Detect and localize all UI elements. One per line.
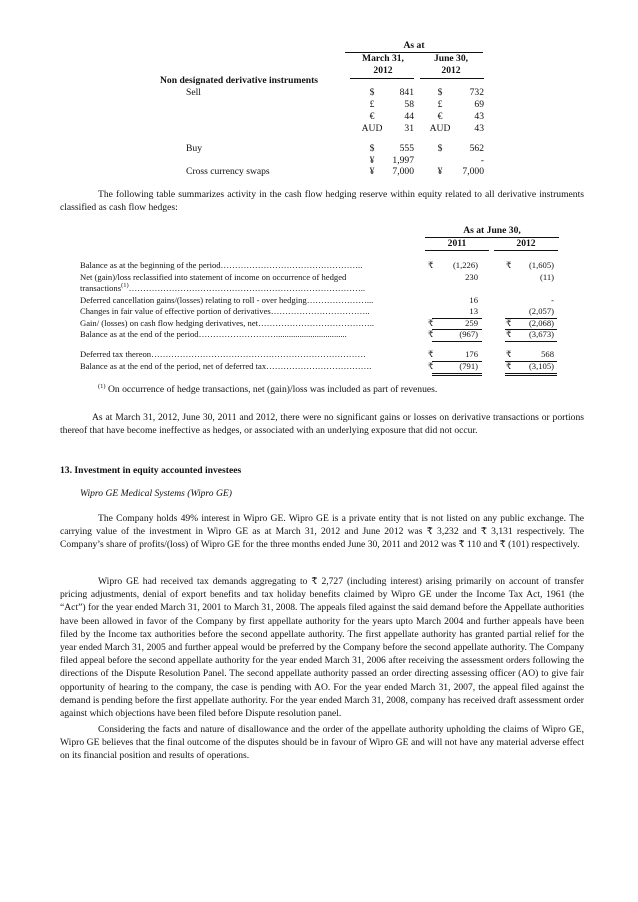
table2-cell-value: (791) (459, 361, 478, 371)
table2-cell-value: (967) (459, 329, 478, 339)
table2-row-label: Deferred tax thereon………………………………………………………………… (80, 349, 366, 359)
table1-cell-value: 732 (469, 87, 484, 98)
table1-row-label: Sell (186, 87, 201, 98)
table2-total-rule (432, 373, 482, 374)
table1-cell-value: 7,000 (462, 166, 484, 177)
section13-paragraph-3: Considering the facts and nature of disallowance and the order of the appellate authority upholding the claims of Wipro GE, Wipro GE believes that the final outcome of the disputes should be in favour of Wipro GE and will not have any material adverse effect on its financial position and results of operations. (60, 724, 584, 762)
table1-header-as-at: As at (403, 40, 425, 51)
table2-total-double-rule (505, 375, 557, 376)
rupee-icon: ₹ (506, 318, 512, 328)
table1-cell-currency: £ (369, 99, 375, 110)
table1-cell-currency: ¥ (437, 166, 443, 177)
table2-cell-value: (1,605) (528, 260, 554, 270)
table2-cell-value: 13 (469, 306, 478, 316)
table2-cell-value: 230 (465, 272, 478, 282)
footnote-text: On occurrence of hedge transactions, net (gain)/loss was included as part of revenues. (108, 384, 438, 395)
table1-cell-value: - (480, 155, 484, 166)
section13-heading: 13. Investment in equity accounted investees (60, 465, 242, 476)
table2-cell-value: 568 (541, 349, 554, 359)
table2-cell-value: (1,226) (452, 260, 478, 270)
table1-cell-currency: ¥ (369, 166, 375, 177)
table1-cell-value: 43 (474, 111, 484, 122)
table1-col2-line2: 2012 (441, 65, 461, 76)
table1-cell-value: 44 (404, 111, 414, 122)
section13-paragraph-2: Wipro GE had received tax demands aggregating to ₹ 2,727 (including interest) arising primarily on account of transfer pricing adjustments, denial of export benefits and tax holiday benefits claimed by Wipro GE under the Income Tax Act, 1961 (the “Act”) for the year ended March 31, 2001 to March 31, 2008. The appeals filed against the said demand before the Appellate authorities have been allowed in favor of the Company by first appellate authority for the years upto March 2004 and further appeals have been filed by the Income tax authorities before the second appellate authority. The first appellate authority has granted partial relief for the year ended March 31, 2005 and further appeal would be preferred by the Company before the second appellate authority. The Company filed appeal before the second appellate authority for the year ended March 31, 2006 after receiving the assessment orders following the directions of the Dispute Resolution Panel. The second appellate authority passed an order directing assessing officer (AO) to give fair opportunity of hearing to the company, the case is pending with AO. For the year ended March 31, 2007, the appeal filed against the demand is pending before the first appellate authority. For the year ended March 31, 2008, company has received draft assessment order against which objections have been filed before Dispute resolution panel. (60, 576, 584, 720)
table2-row-label-text: transactions (80, 283, 122, 293)
table1-cell-value: 31 (404, 123, 414, 134)
table1-cell-value: 58 (404, 99, 414, 110)
table2-header-as-at: As at June 30, (463, 225, 521, 236)
rupee-icon: ₹ (506, 349, 512, 359)
table1-cell-value: 43 (474, 123, 484, 134)
table2-cell-value: (3,105) (528, 361, 554, 371)
table1-row-label: Cross currency swaps (186, 166, 270, 177)
table2-total-rule (432, 341, 482, 342)
footnote (98, 384, 437, 395)
table1-cell-currency: € (437, 111, 443, 122)
rupee-icon: ₹ (428, 318, 434, 328)
rupee-icon: ₹ (506, 260, 512, 270)
table1-cell-value: 562 (469, 143, 484, 154)
rupee-icon: ₹ (428, 361, 434, 371)
table2-col1-header: 2011 (447, 238, 467, 249)
table1-cell-value: 841 (399, 87, 414, 98)
table1-col1-line2: 2012 (373, 65, 393, 76)
table2-col1-rule (425, 250, 489, 251)
table1-cell-currency: € (369, 111, 375, 122)
footnote-mark: (1) (98, 382, 106, 390)
table1-cell-currency: AUD (361, 123, 383, 134)
rupee-icon: ₹ (428, 329, 434, 339)
table2-total-rule (505, 373, 557, 374)
hedge-effectiveness-paragraph: As at March 31, 2012, June 30, 2011 and 2012, there were no significant gains or losses on derivative transactions or portions thereof that have become ineffective as hedges, or associated with an underlying exposure that did not occur. (60, 412, 584, 437)
table2-col2-header: 2012 (516, 238, 536, 249)
table2-row-label: Deferred cancellation gains/(losses) relating to roll - over hedging…………………... (80, 295, 374, 305)
table2-col2-rule (494, 250, 558, 251)
rupee-icon: ₹ (428, 349, 434, 359)
rupee-icon: ₹ (428, 260, 434, 270)
table2-cell-value: (2,068) (528, 318, 554, 328)
table1-col2-rule (420, 78, 484, 79)
table2-total-double-rule (432, 375, 482, 376)
table2-row-label (80, 283, 365, 293)
table1-cell-value: 7,000 (392, 166, 414, 177)
table2-cell-value: (3,673) (528, 329, 554, 339)
table2-cell-value: 176 (465, 349, 478, 359)
table1-cell-currency: $ (437, 87, 443, 98)
table2-cell-value: 16 (469, 295, 478, 305)
table1-row-label: Buy (186, 143, 202, 154)
table2-row-label: Balance as at the end of the period, net of deferred tax………………………………. (80, 361, 372, 371)
table2-total-rule (505, 341, 557, 342)
table1-cell-value: 69 (474, 99, 484, 110)
table1-cell-value: 555 (399, 143, 414, 154)
table2-cell-value: (11) (540, 272, 554, 282)
table1-cell-currency: £ (437, 99, 443, 110)
intro-paragraph: The following table summarizes activity in the cash flow hedging reserve within equity related to all derivative instruments classified as cash flow hedges: (60, 189, 584, 214)
section13-paragraph-1: The Company holds 49% interest in Wipro GE. Wipro GE is a private entity that is not listed on any public exchange. The carrying value of the investment in Wipro GE as at March 31, 2012 and June 2012 was ₹ 3,232 and ₹ 3,131 respectively. The Company’s share of profits/(loss) of Wipro GE for the three months ended June 30, 2011 and 2012 was ₹ 110 and ₹ (101) respectively. (60, 513, 584, 551)
table2-row-label-dots: ……………………………………………………………………….. (128, 283, 365, 293)
rupee-icon: ₹ (506, 329, 512, 339)
table1-col1-line1: March 31, (362, 53, 404, 64)
table1-section-title: Non designated derivative instruments (160, 75, 319, 86)
table2-row-label: Changes in fair value of effective portion of derivatives…………………………….. (80, 306, 370, 316)
rupee-icon: ₹ (506, 361, 512, 371)
table2-cell-value: 259 (465, 318, 478, 328)
table1-cell-currency: AUD (429, 123, 451, 134)
table2-row-label: Balance as at the beginning of the period………………………………………….. (80, 260, 363, 270)
table1-cell-value: 1,997 (392, 155, 414, 166)
table2-row-label: Balance as at the end of the period………………………................................. (80, 329, 347, 339)
table2-cell-value: (2,057) (528, 306, 554, 316)
table2-row-label: Gain/ (losses) on cash flow hedging derivatives, net………………………………….. (80, 318, 375, 328)
table1-cell-currency: $ (369, 87, 375, 98)
table1-cell-currency: $ (369, 143, 375, 154)
table1-col2-line1: June 30, (433, 53, 469, 64)
table1-cell-currency: ¥ (369, 155, 375, 166)
table2-row-label: Net (gain)/loss reclassified into statement of income on occurrence of hedged (80, 272, 347, 282)
section13-subheading: Wipro GE Medical Systems (Wipro GE) (80, 488, 232, 499)
table1-cell-currency: $ (437, 143, 443, 154)
table2-cell-value: - (551, 295, 554, 305)
footnote-ref: (1) (121, 282, 129, 290)
table1-col1-rule (350, 78, 414, 79)
